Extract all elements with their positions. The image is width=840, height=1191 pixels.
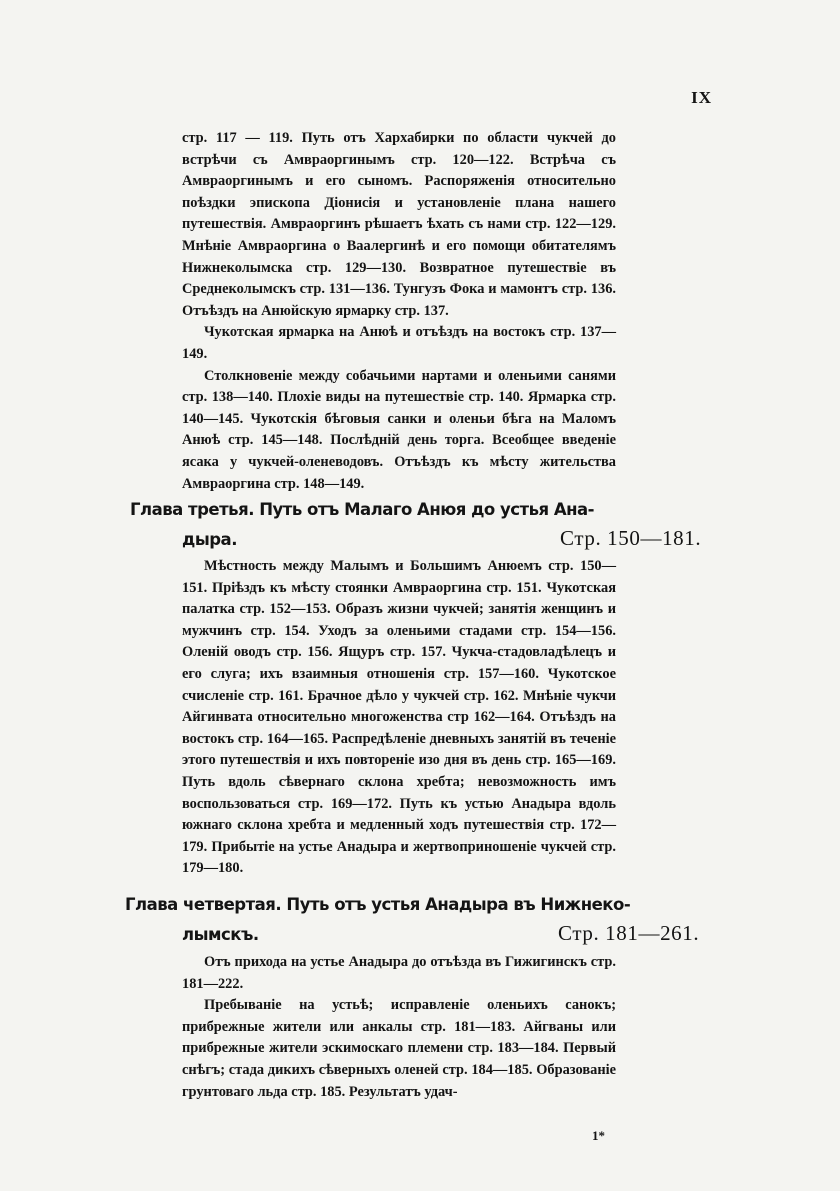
signature-mark: 1* <box>592 1128 605 1143</box>
section-top <box>182 128 616 495</box>
paragraph: Чукотская ярмарка на Анюѣ и отъѣздъ на востокъ стр. 137—149. <box>182 324 616 362</box>
paragraph: стр. 117 — 119. Путь отъ Хархабирки по области чукчей до встрѣчи съ Амвраоргинымъ стр. 120—122. Встрѣча съ Амвраоргинымъ и его сыномъ. Распоряженія относительно поѣздки эпископа Діонисія и установленіе плана нашего путешествія. Амвраоргинъ рѣшаетъ ѣхать съ нами стр. 122—129. Мнѣніе Амвраоргина о Ваалергинѣ и его помощи обитателямъ Нижнеколымска стр. 129—130. Возвратное путешествіе въ Среднеколымскъ стр. 131—136. Тунгузъ Фока и мамонтъ стр. 136. Отъѣздъ на Анюйскую ярмарку стр. 137. <box>182 130 616 319</box>
paragraph: Мѣстность между Малымъ и Большимъ Анюемъ стр. 150—151. Пріѣздъ къ мѣсту стоянки Амвраоргина стр. 151. Чукотская палатка стр. 152—153. Образъ жизни чукчей; занятія женщинъ и мужчинъ стр. 154. Уходъ за оленьими стадами стр. 154—156. Оленій оводъ стр. 156. Ящуръ стр. 157. Чукча-стадовладѣлецъ и его слуга; ихъ взаимныя отношенія стр. 157—160. Чукотское счисленіе стр. 161. Брачное дѣло у чукчей стр. 162. Мнѣніе чукчи Айгинвата относительно многоженства стр 162—164. Отъѣздъ на востокъ стр. 164—165. Распредѣленіе дневныхъ занятій въ теченіе этого путешествія и ихъ повтореніе изо дня въ день стр. 165—169. Путь вдоль сѣвернаго склона хребта; невозможность имъ воспользоваться стр. 169—172. Путь къ устью Анадыра вдоль южнаго склона хребта и медленный ходъ путешествія стр. 172—179. Прибытіе на устье Анадыра и жертвоприношеніе чукчей стр. 179—180. <box>182 558 616 877</box>
chapter4-pages: Стр. 181—261. <box>558 921 700 945</box>
chapter3-summary <box>182 556 616 880</box>
chapter3-heading: Глава третья. Путь отъ Малаго Анюя до устья Ана- <box>130 500 595 519</box>
page-number: IX <box>691 88 712 107</box>
chapter4-summary <box>182 952 616 1103</box>
chapter3-heading-cont: дыра. <box>182 530 237 549</box>
paragraph: Отъ прихода на устье Анадыра до отъѣзда въ Гижигинскъ стр. 181—222. <box>182 954 616 992</box>
chapter4-heading-cont: лымскъ. <box>182 925 259 944</box>
paragraph: Столкновеніе между собачьими нартами и оленьими санями стр. 138—140. Плохіе виды на путешествіе стр. 140. Ярмарка стр. 140—145. Чукотскія бѣговыя санки и оленьи бѣга на Маломъ Анюѣ стр. 145—148. Послѣдній день торга. Всеобщее введеніе ясака у чукчей-оленеводовъ. Отъѣздъ къ мѣсту жительства Амвраоргина стр. 148—149. <box>182 367 616 492</box>
chapter4-heading: Глава четвертая. Путь отъ устья Анадыра въ Нижнеко- <box>125 895 631 914</box>
paragraph: Пребываніе на устьѣ; исправленіе оленьихъ санокъ; прибрежные жители или анкалы стр. 181—183. Айгваны или прибрежные жители эскимоскаго племени стр. 183—184. Первый снѣгъ; стада дикихъ сѣверныхъ оленей стр. 184—185. Образованіе грунтоваго льда стр. 185. Результатъ удач- <box>182 997 616 1100</box>
chapter3-pages: Стр. 150—181. <box>560 526 702 550</box>
